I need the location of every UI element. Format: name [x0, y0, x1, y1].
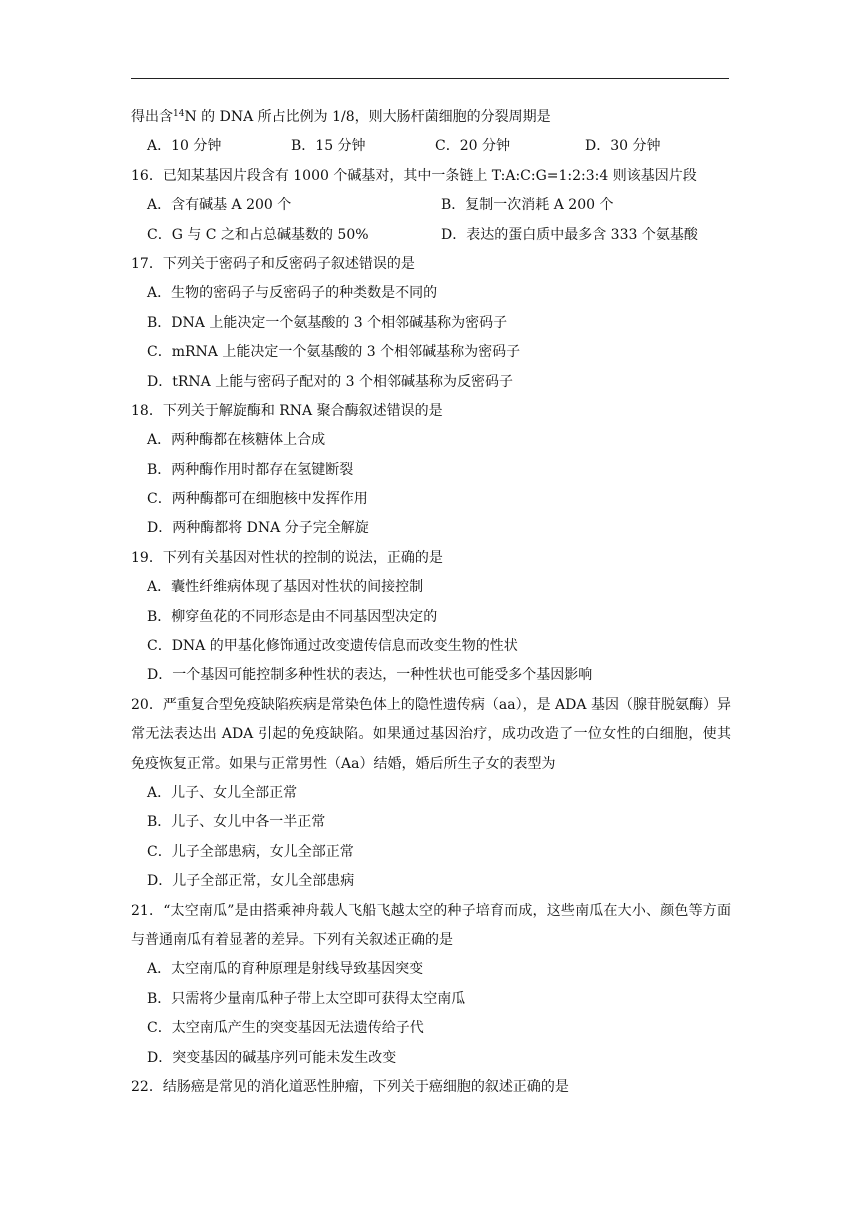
- header-rule: [131, 78, 729, 79]
- q18-stem: 18．下列关于解旋酶和 RNA 聚合酶叙述错误的是: [131, 402, 443, 419]
- q20-option-b: B．儿子、女儿中各一半正常: [147, 814, 326, 831]
- q15-option-d: D．30 分钟: [585, 138, 661, 155]
- q21-option-d: D．突变基因的碱基序列可能未发生改变: [147, 1049, 397, 1066]
- q22-stem: 22．结肠癌是常见的消化道恶性肿瘤，下列关于癌细胞的叙述正确的是: [131, 1078, 569, 1095]
- q18-option-c: C．两种酶都可在细胞核中发挥作用: [147, 491, 368, 508]
- q17-option-c: C．mRNA 上能决定一个氨基酸的 3 个相邻碱基称为密码子: [147, 344, 521, 361]
- q18-option-a: A．两种酶都在核糖体上合成: [147, 432, 326, 449]
- q19-option-b: B．柳穿鱼花的不同形态是由不同基因型决定的: [147, 608, 438, 625]
- q16-options-row1: [131, 191, 731, 220]
- question-content: [131, 103, 731, 1102]
- q15-options: [131, 132, 731, 161]
- q17-option-b: B．DNA 上能决定一个氨基酸的 3 个相邻碱基称为密码子: [147, 314, 508, 331]
- q21-option-b: B．只需将少量南瓜种子带上太空即可获得太空南瓜: [147, 990, 466, 1007]
- q16-stem: 16．已知某基因片段含有 1000 个碱基对，其中一条链上 T:A:C:G=1:2:3:4 则该基因片段: [131, 167, 697, 184]
- q18-option-d: D．两种酶都将 DNA 分子完全解旋: [147, 520, 369, 537]
- q17-stem: 17．下列关于密码子和反密码子叙述错误的是: [131, 255, 415, 272]
- q20-stem: 20．严重复合型免疫缺陷疾病是常染色体上的隐性遗传病（aa），是 ADA 基因（腺苷脱氨酶）异常无法表达出 ADA 引起的免疫缺陷。如果通过基因治疗，成功改造了一位女性的白细胞，使其免疫恢复正常。如果与正常男性（Aa）结婚，婚后所生子女的表型为: [131, 696, 731, 772]
- q16-option-a: A．含有碱基 A 200 个: [147, 197, 292, 214]
- q16-option-d: D．表达的蛋白质中最多含 333 个氨基酸: [441, 226, 698, 243]
- q19-option-c: C．DNA 的甲基化修饰通过改变遗传信息而改变生物的性状: [147, 638, 518, 655]
- q19-option-a: A．囊性纤维病体现了基因对性状的间接控制: [147, 579, 424, 596]
- q18-option-b: B．两种酶作用时都存在氢键断裂: [147, 461, 354, 478]
- q20-option-a: A．儿子、女儿全部正常: [147, 785, 298, 802]
- q15-option-b: B．15 分钟: [291, 138, 366, 155]
- q16-option-b: B．复制一次消耗 A 200 个: [441, 197, 614, 214]
- q21-option-a: A．太空南瓜的育种原理是射线导致基因突变: [147, 961, 424, 978]
- q20-option-d: D．儿子全部正常，女儿全部患病: [147, 873, 355, 890]
- q15-option-a: A．10 分钟: [147, 138, 222, 155]
- q16-option-c: C．G 与 C 之和占总碱基数的 50%: [147, 226, 369, 243]
- q17-option-d: D．tRNA 上能与密码子配对的 3 个相邻碱基称为反密码子: [147, 373, 514, 390]
- q15-stem-tail: 得出含$^{14}$N 的 DNA 所占比例为 1/8，则大肠杆菌细胞的分裂周期是: [131, 109, 551, 125]
- q16-options-row2: [131, 221, 731, 250]
- q15-option-c: C．20 分钟: [435, 138, 510, 155]
- q17-option-a: A．生物的密码子与反密码子的种类数是不同的: [147, 285, 438, 302]
- q21-option-c: C．太空南瓜产生的突变基因无法遗传给子代: [147, 1020, 424, 1037]
- q19-option-d: D．一个基因可能控制多种性状的表达，一种性状也可能受多个基因影响: [147, 667, 593, 684]
- q20-option-c: C．儿子全部患病，女儿全部正常: [147, 843, 354, 860]
- q21-stem: 21．“太空南瓜”是由搭乘神舟载人飞船飞越太空的种子培育而成，这些南瓜在大小、颜色等方面与普通南瓜有着显著的差异。下列有关叙述正确的是: [131, 902, 731, 948]
- q19-stem: 19．下列有关基因对性状的控制的说法，正确的是: [131, 549, 443, 566]
